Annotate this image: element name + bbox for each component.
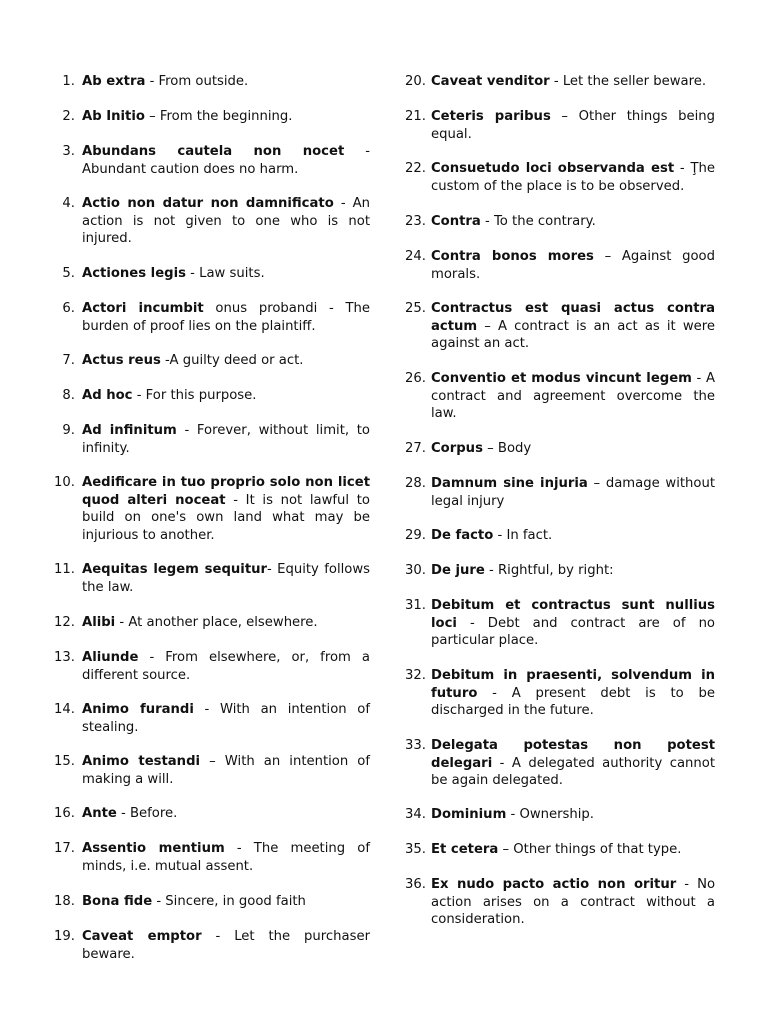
list-item [0, 840, 370, 875]
list-item [0, 928, 370, 963]
list-item [0, 893, 370, 911]
item-term: Animo furandi [82, 702, 194, 717]
item-text [431, 806, 715, 824]
list-item [0, 143, 370, 178]
list-item [0, 73, 370, 91]
list-item [0, 561, 370, 596]
item-number: 28. [405, 476, 426, 491]
item-number: 19. [54, 929, 75, 944]
item-text [431, 108, 715, 143]
item-definition: - Equity follows the law. [82, 562, 370, 595]
item-text [82, 701, 370, 736]
item-text [431, 562, 715, 580]
item-number: 32. [405, 668, 426, 683]
item-text [431, 841, 715, 859]
item-definition: – damage without legal injury [431, 476, 715, 509]
item-text [431, 597, 715, 650]
item-term: Ad hoc [82, 388, 133, 403]
item-term: Aedificare in tuo proprio solo non licet quod alteri noceat [82, 475, 370, 508]
item-definition: - Law suits. [185, 266, 265, 281]
list-item [0, 422, 370, 457]
item-number: 12. [54, 615, 75, 630]
item-term: Debitum et contractus sunt nullius loci [431, 598, 715, 631]
item-text [431, 527, 715, 545]
item-number: 35. [405, 842, 426, 857]
item-term: Ceteris paribus [431, 109, 551, 124]
list-item [395, 562, 715, 580]
item-term: Delegata potestas non potest delegari [431, 738, 715, 771]
item-definition: – Body [482, 441, 532, 456]
item-number: 25. [405, 301, 426, 316]
item-number: 18. [54, 894, 75, 909]
item-number: 34. [405, 807, 426, 822]
list-item [0, 195, 370, 248]
item-definition: - The meeting of minds, i.e. mutual assent. [82, 841, 370, 874]
item-text [82, 840, 370, 875]
item-number: 27. [405, 441, 426, 456]
item-text [82, 73, 370, 91]
item-number: 23. [405, 214, 426, 229]
item-definition: - Let the purchaser beware. [82, 929, 370, 962]
list-item [0, 300, 370, 335]
item-number: 14. [54, 702, 75, 717]
item-number: 8. [62, 388, 75, 403]
list-item [395, 667, 715, 720]
list-item [0, 474, 370, 544]
item-term: Dominium [431, 807, 507, 822]
item-number: 2. [62, 109, 75, 124]
item-number: 1. [62, 74, 75, 89]
item-term: Ad infinitum [82, 423, 177, 438]
item-definition: - At another place, elsewhere. [115, 615, 318, 630]
item-number: 24. [405, 249, 426, 264]
list-item [0, 753, 370, 788]
list-item [395, 806, 715, 824]
list-item [395, 527, 715, 545]
list-item [395, 213, 715, 231]
item-text [82, 474, 370, 544]
item-text [431, 737, 715, 790]
item-text [82, 614, 370, 632]
item-definition: – From the beginning. [144, 109, 293, 124]
item-text [431, 475, 715, 510]
item-definition: - No action arises on a contract without a consideration. [431, 877, 716, 927]
list-item [395, 73, 715, 91]
item-definition: - From outside. [145, 74, 249, 89]
item-term: Contra [431, 214, 481, 229]
list-item [0, 352, 370, 370]
item-text [431, 248, 715, 283]
item-definition: - It is not lawful to build on one's own land what may be injurious to another. [82, 492, 370, 543]
list-item [395, 475, 715, 510]
item-text [82, 561, 370, 596]
item-definition: – Other things being equal. [431, 109, 715, 142]
item-definition: – Against good morals. [431, 249, 715, 282]
list-item [0, 649, 370, 684]
item-number: 11. [54, 562, 75, 577]
item-definition: - Let the seller beware. [549, 74, 707, 89]
item-text [431, 667, 715, 720]
item-definition: – With an intention of making a will. [82, 754, 371, 787]
item-number: 26. [405, 371, 426, 386]
list-item [395, 737, 715, 790]
item-text [82, 928, 370, 963]
item-term: Ante [82, 806, 117, 821]
item-number: 21. [405, 109, 426, 124]
item-definition: - Abundant caution does no harm. [82, 144, 371, 177]
item-term: Caveat emptor [82, 929, 202, 944]
item-term: Actus reus [82, 353, 161, 368]
item-definition: - Sincere, in good faith [152, 894, 306, 909]
list-item [395, 108, 715, 143]
item-number: 17. [54, 841, 75, 856]
item-definition: - Before. [116, 806, 178, 821]
item-number: 3. [62, 144, 75, 159]
item-term: Contractus est quasi actus contra actum [431, 301, 715, 334]
item-definition: - Ownership. [506, 807, 594, 822]
item-number: 10. [54, 475, 75, 490]
item-number: 20. [405, 74, 426, 89]
item-definition: – Other things of that type. [498, 842, 682, 857]
item-text [82, 300, 370, 335]
item-number: 30. [405, 563, 426, 578]
item-text [431, 370, 715, 423]
item-definition: - A delegated authority cannot be again delegated. [431, 755, 715, 788]
item-term: Alibi [82, 615, 116, 630]
list-item [395, 841, 715, 859]
item-definition: - With an intention of stealing. [82, 702, 370, 735]
item-definition: - Debt and contract are of no particular place. [431, 615, 715, 648]
item-number: 7. [62, 353, 75, 368]
item-number: 36. [405, 877, 426, 892]
item-text [431, 160, 715, 195]
item-term: Bona fide [82, 894, 153, 909]
item-number: 16. [54, 806, 75, 821]
item-definition: -A guilty deed or act. [160, 353, 304, 368]
list-item [0, 614, 370, 632]
item-number: 31. [405, 598, 426, 613]
list-item [0, 265, 370, 283]
item-term: Actio non datur non damnificato [82, 196, 334, 211]
list-item [395, 370, 715, 423]
item-term: Ab Initio [82, 109, 145, 124]
item-text [431, 876, 715, 929]
item-term: Abundans cautela non nocet [82, 144, 345, 159]
item-number: 5. [62, 266, 75, 281]
list-item [395, 597, 715, 650]
list-item [0, 387, 370, 405]
item-term: Animo testandi [82, 754, 201, 769]
item-definition: - A present debt is to be discharged in the future. [431, 685, 715, 718]
item-definition: - For this purpose. [132, 388, 257, 403]
item-number: 22. [405, 161, 426, 176]
item-term: Aequitas legem sequitur [82, 562, 268, 577]
item-definition: onus probandi - The burden of proof lies on the plaintiff. [82, 301, 371, 334]
item-term: Caveat venditor [431, 74, 550, 89]
item-text [82, 108, 370, 126]
item-text [431, 440, 715, 458]
item-definition: - A contract and agreement overcome the law. [431, 371, 715, 421]
item-text [431, 300, 715, 353]
item-text [82, 352, 370, 370]
item-number: 29. [405, 528, 426, 543]
item-term: De facto [431, 528, 494, 543]
item-term: De jure [431, 563, 485, 578]
item-text [82, 422, 370, 457]
list-item [395, 248, 715, 283]
item-text [82, 753, 370, 788]
item-definition: - Rightful, by right: [484, 563, 614, 578]
item-definition: - Forever, without limit, to infinity. [82, 423, 371, 456]
item-text [82, 265, 370, 283]
item-text [82, 649, 370, 684]
item-number: 4. [62, 196, 75, 211]
list-item [395, 876, 715, 929]
item-text [82, 195, 370, 248]
item-term: Contra bonos mores [431, 249, 594, 264]
item-text [431, 213, 715, 231]
item-term: Actiones legis [82, 266, 186, 281]
item-text [82, 893, 370, 911]
item-definition: – A contract is an act as it were against an act. [431, 318, 715, 351]
item-number: 6. [62, 301, 75, 316]
list-item [0, 805, 370, 823]
item-term: Corpus [431, 441, 483, 456]
item-number: 9. [62, 423, 75, 438]
list-item [0, 701, 370, 736]
item-text [82, 805, 370, 823]
item-number: 33. [405, 738, 426, 753]
item-text [82, 143, 370, 178]
item-definition: - From elsewhere, or, from a different source. [82, 650, 370, 683]
item-term: Assentio mentium [82, 841, 225, 856]
item-definition: - In fact. [493, 528, 553, 543]
item-term: Debitum in praesenti, solvendum in futuro [431, 668, 715, 701]
item-definition: - Ţhe custom of the place is to be observed. [431, 161, 716, 194]
item-term: Damnum sine injuria [431, 476, 588, 491]
item-definition: - An action is not given to one who is not injured. [82, 196, 371, 246]
item-text [82, 387, 370, 405]
item-term: Ab extra [82, 74, 146, 89]
list-item [395, 440, 715, 458]
list-item [0, 108, 370, 126]
item-term: Ex nudo pacto actio non oritur [431, 877, 677, 892]
item-number: 15. [54, 754, 75, 769]
list-item [395, 160, 715, 195]
list-item [395, 300, 715, 353]
item-text [431, 73, 715, 91]
item-term: Aliunde [82, 650, 139, 665]
item-number: 13. [54, 650, 75, 665]
item-definition: - To the contrary. [480, 214, 596, 229]
item-term: Consuetudo loci observanda est [431, 161, 675, 176]
item-term: Conventio et modus vincunt legem [431, 371, 692, 386]
item-term: Et cetera [431, 842, 499, 857]
item-term: Actori incumbit [82, 301, 204, 316]
